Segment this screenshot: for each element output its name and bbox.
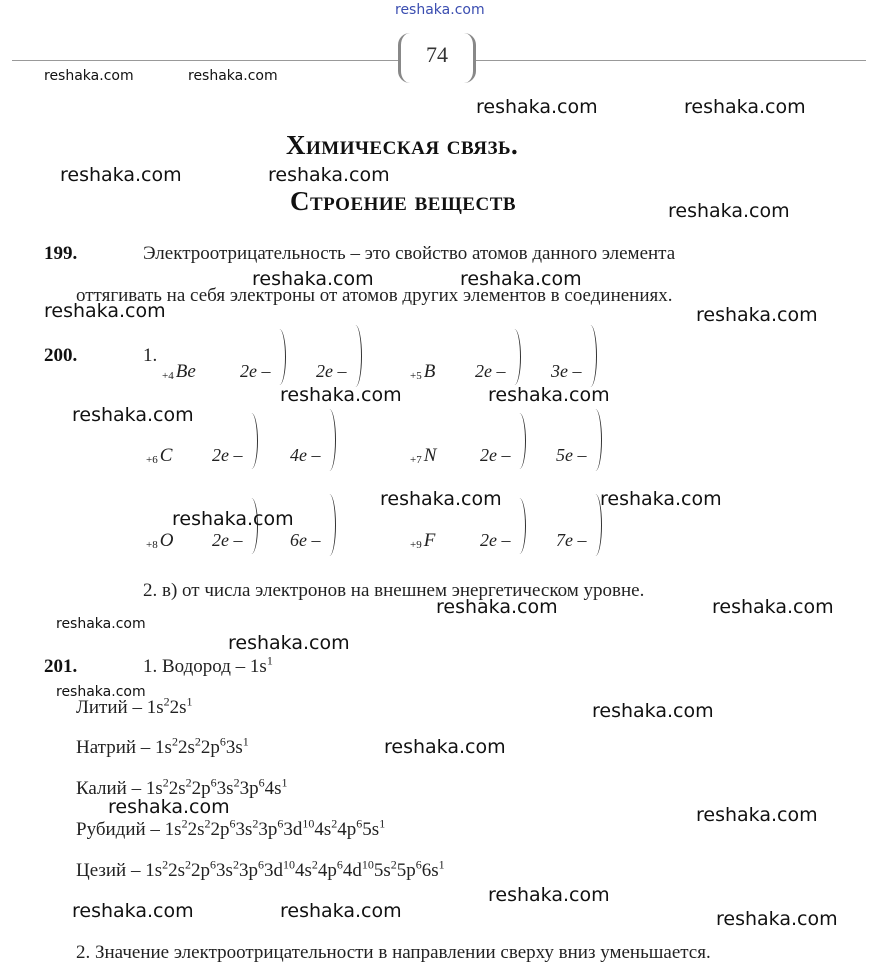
watermark: reshaka.com: [72, 900, 194, 922]
chapter-title-line1: Химическая связь.: [286, 130, 519, 160]
atom-be-arc1: [275, 329, 286, 385]
watermark: reshaka.com: [280, 900, 402, 922]
element-name: Калий –: [76, 778, 146, 799]
task-199-number: 199.: [44, 243, 78, 264]
orbital: 4d: [342, 860, 362, 881]
atom-c-arc2: [325, 409, 336, 471]
config-sodium: [76, 734, 249, 759]
atom-f-shell1: 2e –: [480, 530, 511, 550]
orbital: 1s: [155, 737, 172, 758]
electron-count: 6: [219, 734, 226, 749]
atom-c-shell1: 2e –: [212, 445, 243, 465]
orbital: 3d: [283, 819, 303, 840]
task-200-number: 200.: [44, 345, 78, 366]
site-link[interactable]: reshaka.com: [395, 2, 485, 18]
electron-count: 6: [229, 816, 236, 831]
atom-o-symbol: O: [159, 530, 174, 551]
atom-b-arc1: [510, 329, 521, 385]
watermark: reshaka.com: [44, 300, 166, 322]
electron-count: 6: [356, 816, 363, 831]
atom-be-shell1: 2e –: [240, 361, 271, 381]
atom-c-charge: +6: [146, 454, 158, 466]
watermark: reshaka.com: [712, 596, 834, 618]
atom-b-arc2: [586, 325, 597, 387]
watermark: reshaka.com: [460, 268, 582, 290]
electron-count: 1: [266, 653, 273, 668]
electron-count: 6: [258, 775, 265, 790]
orbital: 5p: [396, 860, 416, 881]
electron-count: 1: [186, 694, 193, 709]
electron-count: 6: [210, 857, 217, 872]
watermark: reshaka.com: [668, 200, 790, 222]
watermark: reshaka.com: [380, 488, 502, 510]
orbital: 2s: [187, 819, 205, 840]
atom-o-charge: +8: [146, 539, 158, 551]
orbital: 1s: [145, 778, 163, 799]
electron-count: 1: [281, 775, 288, 790]
atom-b-symbol: B: [423, 361, 436, 382]
orbital: 3d: [263, 860, 283, 881]
electron-count: 2: [163, 694, 170, 709]
orbital: 1s: [164, 819, 182, 840]
orbital: 2p: [191, 860, 211, 881]
electron-count: 2: [232, 857, 239, 872]
electron-count: 10: [282, 857, 295, 872]
electron-count: 2: [162, 775, 169, 790]
watermark: reshaka.com: [108, 796, 230, 818]
atom-be-arc2: [351, 325, 362, 387]
atom-b-shell1: 2e –: [475, 361, 506, 381]
atom-be-charge: +4: [162, 370, 174, 382]
config-rubidium: [76, 816, 386, 841]
atom-o-arc2: [325, 494, 336, 556]
electron-count: 6: [277, 816, 284, 831]
orbital: 3s: [225, 737, 243, 758]
watermark: reshaka.com: [696, 304, 818, 326]
electron-count: 2: [185, 775, 192, 790]
orbital: 4p: [337, 819, 357, 840]
orbital: 4s: [314, 819, 332, 840]
atom-c-arc1: [247, 413, 258, 469]
orbital: 3s: [216, 860, 233, 881]
orbital: 2s: [168, 778, 186, 799]
watermark: reshaka.com: [60, 164, 182, 186]
atom-n-symbol: N: [423, 445, 437, 466]
orbital: 3p: [258, 819, 278, 840]
task-199-line1: Электроотрицательность – это свойство атомов данного элемента: [143, 243, 676, 264]
electron-count: 6: [210, 775, 217, 790]
electron-count: 2: [181, 816, 188, 831]
watermark: reshaka.com: [488, 884, 610, 906]
watermark: reshaka.com: [172, 508, 294, 530]
electron-count: 10: [361, 857, 374, 872]
config-cesium: [76, 857, 445, 882]
atom-n-shell1: 2e –: [480, 445, 511, 465]
atom-be-shell2: 2e –: [316, 361, 347, 381]
watermark: reshaka.com: [476, 96, 598, 118]
atom-o-shell2: 6e –: [290, 530, 321, 550]
orbital: 4s: [294, 860, 312, 881]
orbital: 6s: [421, 860, 439, 881]
watermark: reshaka.com: [696, 804, 818, 826]
header-mark-2: reshaka.com: [188, 68, 278, 84]
task-199-line2: оттягивать на себя электроны от атомов других элементов в соединениях.: [76, 285, 673, 306]
electron-count: 1: [379, 816, 386, 831]
orbital: 4p: [317, 860, 337, 881]
watermark: reshaka.com: [56, 616, 146, 632]
watermark: reshaka.com: [228, 632, 350, 654]
electron-count: 1: [242, 734, 249, 749]
electron-count: 10: [302, 816, 315, 831]
atom-be-symbol: Be: [175, 361, 196, 382]
orbital: 1s: [145, 860, 163, 881]
orbital: 2p: [210, 819, 230, 840]
electron-count: 1: [438, 857, 445, 872]
atom-b-shell2: 3e –: [551, 361, 582, 381]
orbital: 2s: [177, 737, 195, 758]
header-mark-1: reshaka.com: [44, 68, 134, 84]
orbital: 3p: [239, 778, 259, 799]
electron-count: 2: [252, 816, 259, 831]
orbital: 3p: [238, 860, 258, 881]
orbital: 5s: [362, 819, 380, 840]
atom-f-arc1: [515, 498, 526, 554]
atom-f-charge: +9: [410, 539, 422, 551]
atom-f-symbol: F: [423, 530, 436, 551]
orbital: 3s: [216, 778, 234, 799]
atom-n-charge: +7: [410, 454, 422, 466]
electron-count: 2: [185, 857, 192, 872]
config-lithium: [76, 694, 193, 719]
electron-count: 2: [204, 816, 211, 831]
task-201-number: 201.: [44, 656, 78, 677]
element-name: Цезий –: [76, 860, 146, 881]
watermark: reshaka.com: [488, 384, 610, 406]
watermark: reshaka.com: [72, 404, 194, 426]
element-name: Литий –: [76, 697, 147, 718]
electron-count: 2: [171, 734, 178, 749]
watermark: reshaka.com: [252, 268, 374, 290]
watermark: reshaka.com: [684, 96, 806, 118]
watermark: reshaka.com: [280, 384, 402, 406]
electron-count: 2: [331, 816, 338, 831]
atom-n-arc2: [591, 409, 602, 471]
watermark: reshaka.com: [716, 908, 838, 930]
orbital: 2s: [168, 860, 186, 881]
electron-count: 2: [162, 857, 169, 872]
atom-f-shell2: 7e –: [556, 530, 587, 550]
electron-count: 2: [390, 857, 397, 872]
element-name: Натрий –: [76, 737, 156, 758]
page-number: 74: [426, 42, 448, 67]
watermark: reshaka.com: [592, 700, 714, 722]
watermark: reshaka.com: [56, 684, 146, 700]
electron-count: 2: [233, 775, 240, 790]
task-200-item2: 2. в) от числа электронов на внешнем энергетическом уровне.: [143, 580, 645, 601]
atom-c-shell2: 4e –: [290, 445, 321, 465]
orbital: 2s: [169, 697, 187, 718]
watermark: reshaka.com: [384, 736, 506, 758]
electron-count: 6: [415, 857, 422, 872]
orbital: 1s: [249, 656, 267, 677]
header-rule-right: [476, 60, 866, 61]
electron-count: 6: [257, 857, 264, 872]
page-number-box: [398, 33, 476, 83]
electron-count: 2: [311, 857, 318, 872]
atom-b-charge: +5: [410, 370, 422, 382]
task-201-item2: 2. Значение электроотрицательности в направлении сверху вниз уменьшается.: [76, 942, 711, 963]
orbital: 2p: [191, 778, 211, 799]
orbital: 3s: [235, 819, 253, 840]
orbital: 5s: [373, 860, 391, 881]
atom-c-symbol: C: [159, 445, 173, 466]
watermark: reshaka.com: [600, 488, 722, 510]
orbital: 4s: [264, 778, 282, 799]
watermark: reshaka.com: [436, 596, 558, 618]
chapter-title-line2: Строение веществ: [290, 186, 517, 216]
atom-n-arc1: [515, 413, 526, 469]
element-name: Рубидий –: [76, 819, 165, 840]
config-hydrogen: [143, 653, 273, 678]
atom-n-shell2: 5e –: [556, 445, 587, 465]
electron-count: 6: [336, 857, 343, 872]
task-200-item1: 1.: [143, 345, 158, 366]
watermark: reshaka.com: [268, 164, 390, 186]
electron-count: 2: [194, 734, 201, 749]
orbital: 1s: [146, 697, 164, 718]
header-rule-left: [12, 60, 398, 61]
orbital: 2p: [200, 737, 220, 758]
atom-o-shell1: 2e –: [212, 530, 243, 550]
element-name: 1. Водород –: [143, 656, 250, 677]
